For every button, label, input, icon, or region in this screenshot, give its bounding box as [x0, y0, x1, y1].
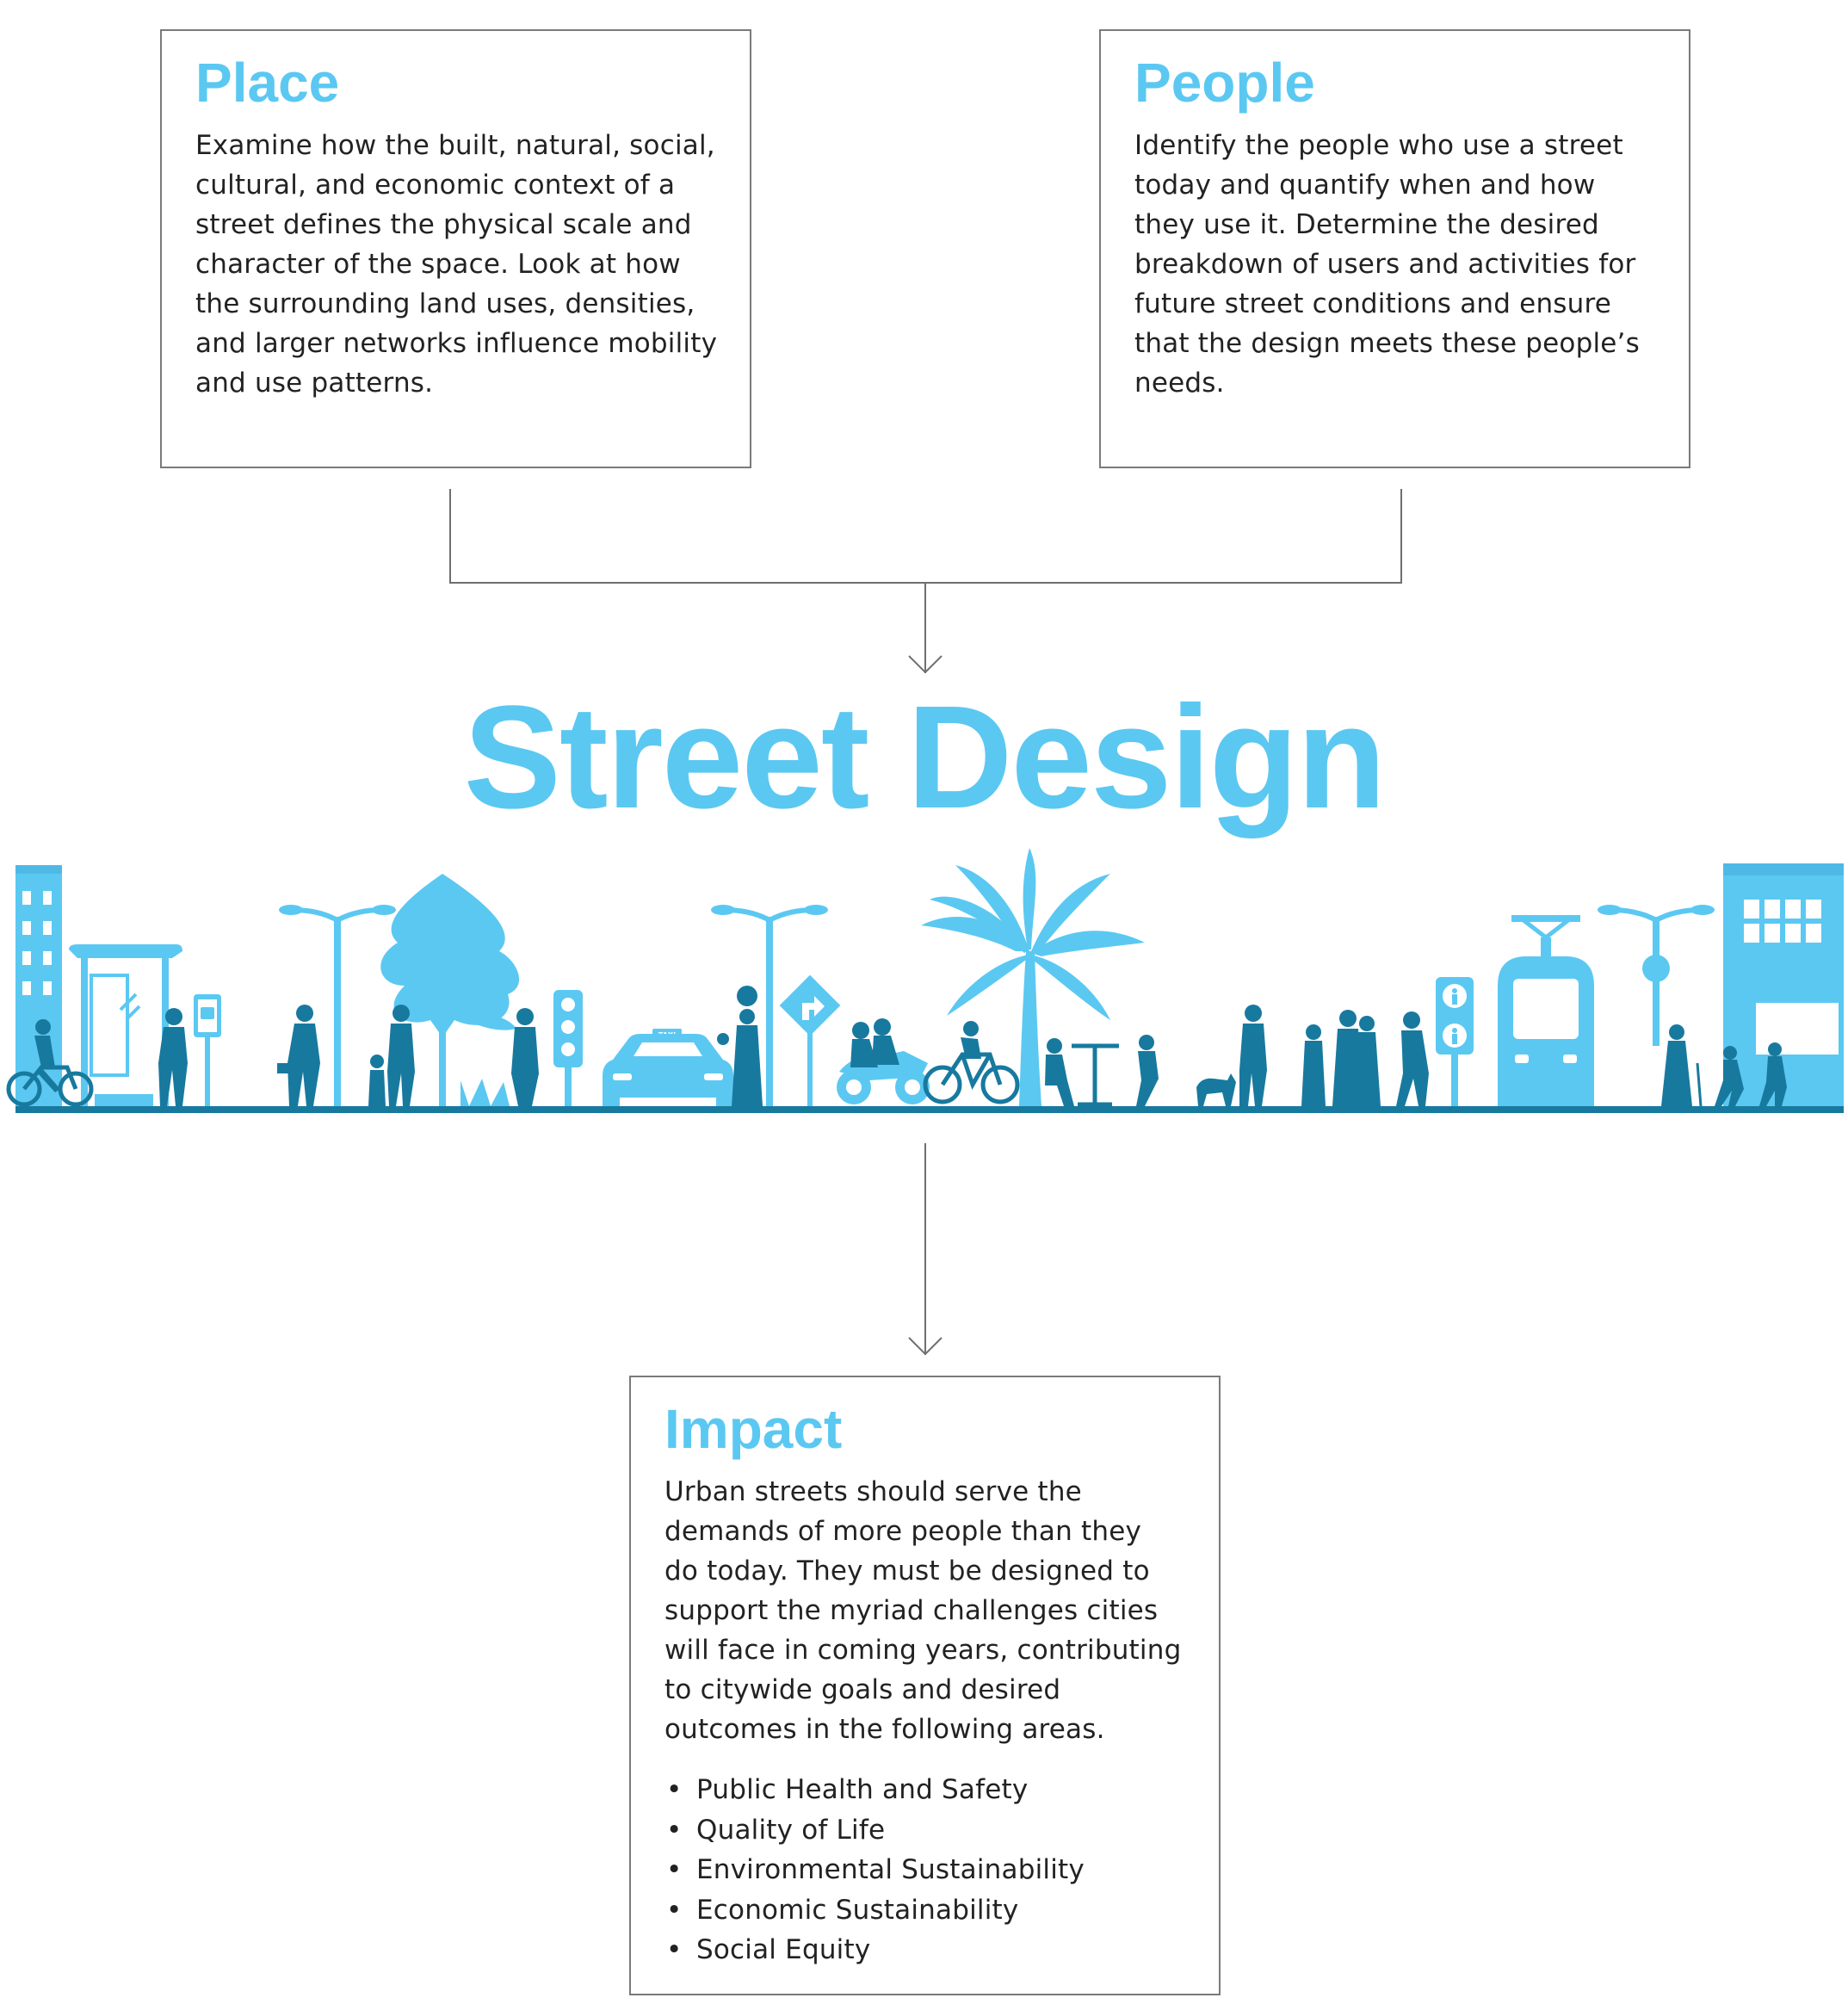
- bicycle-icon: [925, 1055, 1017, 1102]
- street-illustration: [0, 848, 1848, 1128]
- bullet-icon: •: [666, 1814, 683, 1846]
- impact-line: will face in coming years, contributing: [664, 1635, 1182, 1666]
- list-item: [664, 1850, 1188, 1890]
- taxi-icon: [603, 1029, 733, 1106]
- tram-icon: [1498, 915, 1594, 1106]
- impact-description: [664, 1472, 1188, 1749]
- list-item-label: Social Equity: [696, 1934, 871, 1965]
- impact-line: demands of more people than they: [664, 1516, 1142, 1547]
- impact-title: Impact: [664, 1398, 843, 1460]
- bus-stop-sign-icon: [194, 994, 221, 1106]
- place-line: and larger networks influence mobility: [195, 328, 718, 359]
- pedestrian-icon: [1301, 1010, 1429, 1106]
- bullet-icon: •: [666, 1894, 683, 1926]
- impact-line: to citywide goals and desired: [664, 1674, 1061, 1705]
- people-line: Identify the people who use a street: [1134, 130, 1623, 161]
- cafe-table-icon: [1072, 1046, 1119, 1104]
- place-line: character of the space. Look at how: [195, 249, 681, 280]
- list-item: [664, 1930, 1188, 1970]
- impact-box: [629, 1376, 1221, 1995]
- impact-areas-list: [664, 1770, 1188, 1970]
- bullet-icon: •: [666, 1934, 683, 1965]
- arrow-to-street-design: [909, 583, 942, 673]
- place-line: street defines the physical scale and: [195, 209, 692, 240]
- arrow-to-impact: [909, 1143, 942, 1355]
- bullet-icon: •: [666, 1854, 683, 1885]
- pedestrian-icon: [277, 1005, 320, 1106]
- turn-sign-icon: [780, 975, 841, 1106]
- list-item-label: Quality of Life: [696, 1814, 886, 1846]
- merge-connector: [450, 489, 1401, 583]
- pedestrian-icon: [1661, 1024, 1701, 1106]
- pedestrian-icon: [511, 1008, 539, 1106]
- list-item-label: Public Health and Safety: [696, 1774, 1029, 1805]
- pedestrian-icon: [850, 1018, 899, 1067]
- people-line: they use it. Determine the desired: [1134, 209, 1599, 240]
- people-line: needs.: [1134, 368, 1225, 399]
- people-line: future street conditions and ensure: [1134, 288, 1612, 319]
- people-line: today and quantify when and how: [1134, 170, 1596, 201]
- list-item: [664, 1770, 1188, 1810]
- place-line: cultural, and economic context of a: [195, 170, 676, 201]
- traffic-light-icon: [553, 990, 583, 1106]
- place-line: the surrounding land uses, densities,: [195, 288, 695, 319]
- list-item-label: Environmental Sustainability: [696, 1854, 1085, 1885]
- place-line: and use patterns.: [195, 368, 434, 399]
- street-design-title: Street Design: [463, 676, 1385, 839]
- list-item-label: Economic Sustainability: [696, 1894, 1019, 1926]
- street-lamp-icon: [1598, 905, 1715, 1046]
- impact-line: Urban streets should serve the: [664, 1476, 1082, 1507]
- people-line: breakdown of users and activities for: [1134, 249, 1636, 280]
- people-line: that the design meets these people’s: [1134, 328, 1640, 359]
- list-item: [664, 1890, 1188, 1931]
- pedestrian-icon: [1196, 1005, 1267, 1106]
- street-ground-line: [15, 1106, 1844, 1113]
- place-line: Examine how the built, natural, social,: [195, 130, 715, 161]
- people-title: People: [1134, 52, 1315, 114]
- bullet-icon: •: [666, 1774, 683, 1805]
- impact-line: do today. They must be designed to: [664, 1556, 1150, 1586]
- impact-line: support the myriad challenges cities: [664, 1595, 1159, 1626]
- list-item: [664, 1810, 1188, 1851]
- impact-line: outcomes in the following areas.: [664, 1714, 1105, 1745]
- pedestrian-signal-icon: [1436, 977, 1474, 1106]
- place-title: Place: [195, 52, 340, 114]
